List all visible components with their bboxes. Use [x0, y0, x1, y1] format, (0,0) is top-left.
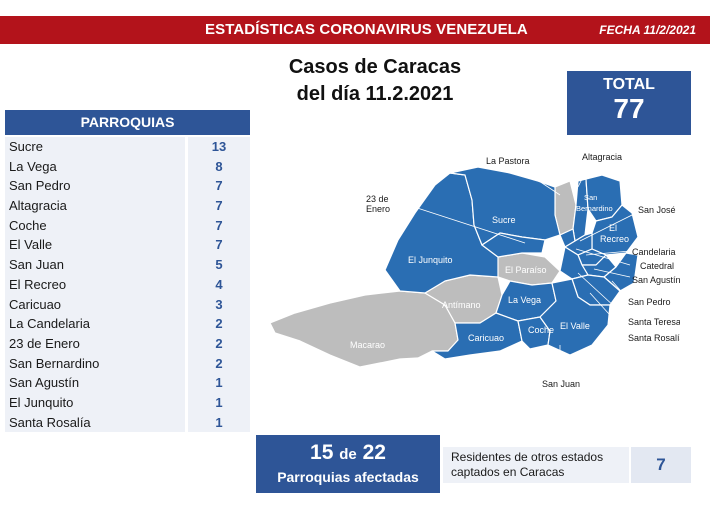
map-label-san-jose: San José — [638, 205, 676, 215]
row-name: San Agustín — [5, 373, 185, 393]
header-bar — [0, 16, 710, 44]
row-value: 2 — [188, 314, 250, 334]
map-label-el-valle: El Valle — [560, 321, 590, 331]
row-name: 23 de Enero — [5, 334, 185, 354]
map-label-la-pastora: La Pastora — [486, 156, 530, 166]
total-box — [567, 71, 691, 135]
map-label-coche: Coche — [528, 325, 555, 335]
table-row — [5, 137, 250, 157]
table-row — [5, 314, 250, 334]
affected-count: 15 — [310, 441, 334, 464]
map-label-altagracia: Altagracia — [582, 152, 623, 162]
row-value: 4 — [188, 275, 250, 295]
row-name: San Pedro — [5, 176, 185, 196]
table-row — [5, 295, 250, 315]
row-value: 7 — [188, 196, 250, 216]
map-label-caricuao: Caricuao — [468, 333, 505, 343]
header-date: FECHA 11/2/2021 — [599, 23, 696, 37]
map-label-san-pedro: San Pedro — [628, 297, 671, 307]
main-title-line2: del día 11.2.2021 — [296, 83, 454, 105]
table-row — [5, 393, 250, 413]
row-value: 13 — [188, 137, 250, 157]
main-title-line1: Casos de Caracas — [288, 56, 462, 78]
table-row — [5, 354, 250, 374]
row-name: Altagracia — [5, 196, 185, 216]
row-name: La Candelaria — [5, 314, 185, 334]
table-row — [5, 196, 250, 216]
row-value: 7 — [188, 176, 250, 196]
map-label-macarao: Macarao — [350, 340, 386, 350]
table-row — [5, 157, 250, 177]
map-label-el-junquito: El Junquito — [408, 255, 453, 265]
row-value: 7 — [188, 216, 250, 236]
table-row — [5, 413, 250, 433]
map-label-el-recreo-1: El — [609, 223, 618, 233]
row-value: 8 — [188, 157, 250, 177]
row-value: 2 — [188, 334, 250, 354]
row-value: 1 — [188, 393, 250, 413]
row-value: 5 — [188, 255, 250, 275]
row-value: 1 — [188, 373, 250, 393]
map-label-la-vega: La Vega — [508, 295, 542, 305]
map-label-el-recreo-2: Recreo — [600, 234, 630, 244]
row-name: Coche — [5, 216, 185, 236]
header-title: ESTADÍSTICAS CORONAVIRUS VENEZUELA — [205, 21, 528, 38]
region-macarao — [270, 291, 458, 367]
map-label-san-agustin: San Agustín — [632, 275, 680, 285]
total-label: TOTAL — [603, 76, 655, 93]
map-label-catedral: Catedral — [640, 261, 675, 271]
map-label-sucre: Sucre — [492, 215, 516, 225]
row-name: El Junquito — [5, 393, 185, 413]
affected-total: 22 — [362, 441, 386, 464]
table-row — [5, 275, 250, 295]
map-label-san-bernardino-1: San — [584, 193, 598, 202]
map-label-san-juan: San Juan — [542, 379, 581, 389]
map-label-santa-rosalia: Santa Rosalía — [628, 333, 680, 343]
table-row — [5, 255, 250, 275]
map-label-san-bernardino-2: Bernardino — [576, 204, 613, 213]
map-label-23-de-enero-1: 23 de — [366, 194, 389, 204]
table-row — [5, 235, 250, 255]
map-label-antimano: Antímano — [442, 300, 481, 310]
affected-count-line — [256, 441, 440, 467]
row-value: 2 — [188, 354, 250, 374]
main-title — [270, 54, 480, 108]
map-label-23-de-enero-2: Enero — [366, 204, 391, 214]
affected-label: Parroquias afectadas — [277, 469, 419, 485]
parroquias-table — [5, 110, 250, 432]
table-row — [5, 334, 250, 354]
row-name: San Juan — [5, 255, 185, 275]
table-row — [5, 216, 250, 236]
map-label-candelaria: Candelaria — [632, 247, 676, 257]
map-label-santa-teresa: Santa Teresa — [628, 317, 680, 327]
affected-parishes-box — [256, 435, 440, 493]
residents-value: 7 — [629, 447, 691, 483]
row-name: Sucre — [5, 137, 185, 157]
row-value: 1 — [188, 413, 250, 433]
table-header: PARROQUIAS — [5, 110, 250, 135]
map-label-el-paraiso: El Paraíso — [505, 265, 547, 275]
row-name: Caricuao — [5, 295, 185, 315]
row-value: 7 — [188, 235, 250, 255]
total-value: 77 — [613, 93, 645, 124]
row-name: El Recreo — [5, 275, 185, 295]
row-name: El Valle — [5, 235, 185, 255]
residents-box — [443, 447, 691, 483]
row-value: 3 — [188, 295, 250, 315]
caracas-map — [260, 145, 680, 405]
row-name: Santa Rosalía — [5, 413, 185, 433]
row-name: San Bernardino — [5, 354, 185, 374]
row-name: La Vega — [5, 157, 185, 177]
table-row — [5, 176, 250, 196]
affected-connector: de — [339, 446, 357, 463]
residents-text: Residentes de otros estados captados en Caracas — [451, 450, 604, 479]
table-row — [5, 373, 250, 393]
